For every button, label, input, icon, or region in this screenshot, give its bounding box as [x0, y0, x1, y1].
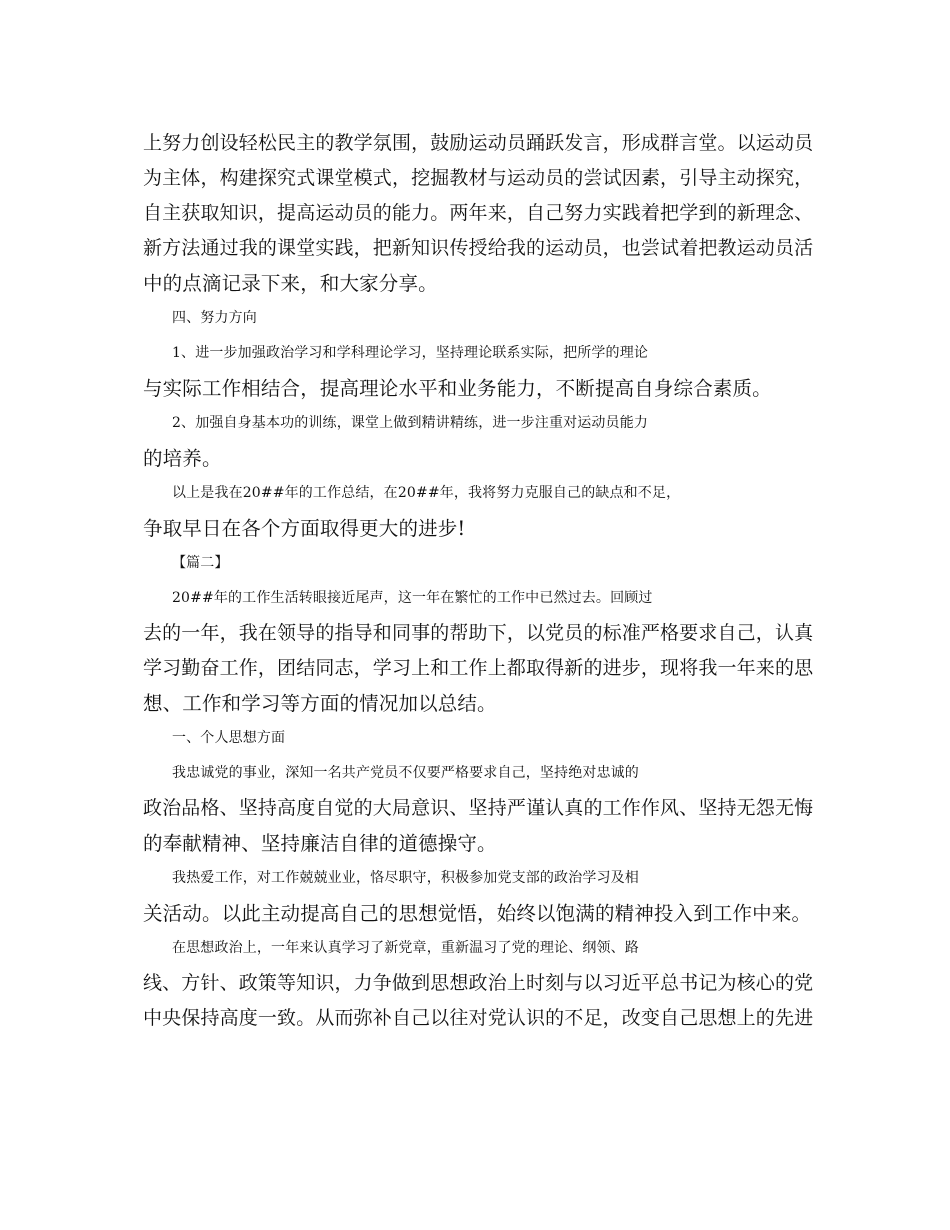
text-line: 与实际工作相结合，提高理论水平和业务能力，不断提高自身综合素质。	[143, 377, 772, 400]
text-line: 去的一年，我在领导的指导和同事的帮助下，以党员的标准严格要求自己，认真	[143, 622, 814, 644]
text-line: 以上是我在20##年的工作总结，在20##年，我将努力克服自己的缺点和不足，	[172, 485, 681, 501]
text-line: 在思想政治上，一年来认真学习了新党章，重新温习了党的理论、纲领、路	[172, 940, 639, 956]
text-line: 想、工作和学习等方面的情况加以总结。	[143, 692, 497, 715]
text-line: 2、加强自身基本功的训练，课堂上做到精讲精练，进一步注重对运动员能力	[172, 415, 649, 431]
text-line: 争取早日在各个方面取得更大的进步!	[143, 517, 466, 540]
text-line: 我忠诚党的事业，深知一名共产党员不仅要严格要求自己，坚持绝对忠诚的	[172, 765, 639, 781]
document-body	[143, 126, 818, 1036]
text-line: 四、努力方向	[172, 310, 257, 326]
text-line: 线、方针、政策等知识，力争做到思想政治上时刻与以习近平总书记为核心的党	[143, 972, 814, 994]
text-line: 【篇二】	[172, 555, 229, 571]
text-line: 学习勤奋工作，团结同志，学习上和工作上都取得新的进步，现将我一年来的思	[143, 657, 814, 679]
text-line: 关活动。以此主动提高自己的思想觉悟，始终以饱满的精神投入到工作中来。	[143, 902, 812, 925]
text-line: 政治品格、坚持高度自觉的大局意识、坚持严谨认真的工作作风、坚持无怨无悔	[143, 797, 814, 819]
text-line: 中的点滴记录下来，和大家分享。	[143, 272, 438, 295]
text-line: 中央保持高度一致。从而弥补自己以往对党认识的不足，改变自己思想上的先进	[143, 1007, 814, 1029]
text-line: 1、进一步加强政治学习和学科理论学习，坚持理论联系实际，把所学的理论	[172, 345, 649, 361]
text-line: 自主获取知识，提高运动员的能力。两年来，自己努力实践着把学到的新理念、	[143, 202, 814, 224]
text-line: 新方法通过我的课堂实践，把新知识传授给我的运动员，也尝试着把教运动员活	[143, 237, 814, 259]
text-line: 上努力创设轻松民主的教学氛围，鼓励运动员踊跃发言，形成群言堂。以运动员	[143, 132, 814, 154]
text-line: 为主体，构建探究式课堂模式，挖掘教材与运动员的尝试因素，引导主动探究，	[143, 167, 814, 189]
text-line: 我热爱工作，对工作兢兢业业，恪尽职守，积极参加党支部的政治学习及相	[172, 870, 639, 886]
text-line: 一、个人思想方面	[172, 730, 286, 746]
text-line: 的奉献精神、坚持廉洁自律的道德操守。	[143, 832, 497, 855]
text-line: 20##年的工作生活转眼接近尾声，这一年在繁忙的工作中已然过去。回顾过	[172, 590, 653, 606]
text-line: 的培养。	[143, 447, 222, 470]
